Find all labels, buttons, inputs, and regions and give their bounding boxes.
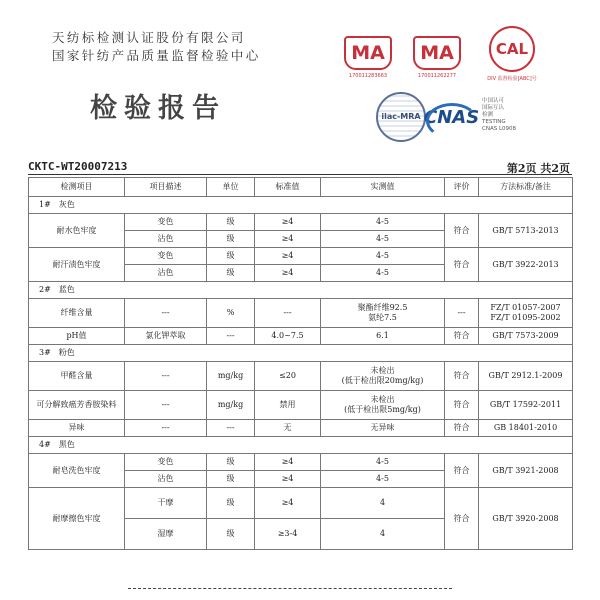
test-item: 可分解致癌芳香胺染料 [29, 391, 125, 420]
results-table [28, 177, 573, 550]
measured-value: 无异味 [321, 420, 445, 437]
item-description: 沾色 [125, 231, 207, 248]
cma-icon: MA [413, 36, 461, 70]
method-standard: GB/T 17592-2011 [479, 391, 573, 420]
method-line: FZ/T 01095-2002 [490, 313, 561, 322]
measured-value-line: (低于检出限5mg/kg) [344, 405, 421, 414]
method-standard: GB/T 5713-2013 [479, 214, 573, 248]
table-row [29, 454, 573, 471]
unit: 级 [207, 248, 255, 265]
measured-value [321, 299, 445, 328]
test-item: 甲醛含量 [29, 362, 125, 391]
evaluation: 符合 [445, 328, 479, 345]
header-cell: 项目描述 [125, 178, 207, 197]
measured-value-line: 氨纶7.5 [368, 313, 397, 322]
evaluation: 符合 [445, 488, 479, 550]
item-description: 湿摩 [125, 519, 207, 550]
section-row [29, 437, 573, 454]
item-description: 变色 [125, 454, 207, 471]
test-item: 纤维含量 [29, 299, 125, 328]
measured-value: 4-5 [321, 214, 445, 231]
unit: 级 [207, 488, 255, 519]
item-description: 干摩 [125, 488, 207, 519]
unit: 级 [207, 471, 255, 488]
item-description: --- [125, 299, 207, 328]
measured-value: 4 [321, 519, 445, 550]
header-cell: 单位 [207, 178, 255, 197]
measured-value [321, 391, 445, 420]
unit: 级 [207, 454, 255, 471]
measured-value: 4-5 [321, 248, 445, 265]
evaluation: 符合 [445, 391, 479, 420]
standard-value: ≥4 [255, 454, 321, 471]
section-label: 3# 粉色 [29, 345, 573, 362]
table-row [29, 420, 573, 437]
method-standard: GB/T 3922-2013 [479, 248, 573, 282]
measured-value-line: 聚酯纤维92.5 [357, 303, 408, 312]
method-standard: GB/T 2912.1-2009 [479, 362, 573, 391]
standard-value: ≥4 [255, 471, 321, 488]
item-description: --- [125, 362, 207, 391]
unit: % [207, 299, 255, 328]
standard-value: ≥4 [255, 214, 321, 231]
standard-value: --- [255, 299, 321, 328]
page-indicator: 第2页 共2页 [506, 162, 570, 175]
standard-value: ≥4 [255, 265, 321, 282]
standard-value: ≥4 [255, 488, 321, 519]
cma-logo-1 [342, 36, 394, 79]
section-label: 1# 灰色 [29, 197, 573, 214]
document-title: 检验报告 [90, 93, 226, 124]
evaluation: 符合 [445, 454, 479, 488]
item-description: 沾色 [125, 265, 207, 282]
test-item: 耐摩擦色牢度 [29, 488, 125, 550]
table-row [29, 391, 573, 420]
measured-value-line: 未检出 [370, 395, 395, 404]
organization-name: 天纺标检测认证股份有限公司 [52, 30, 246, 45]
test-item: 耐汗渍色牢度 [29, 248, 125, 282]
header-cell: 标准值 [255, 178, 321, 197]
unit: 级 [207, 214, 255, 231]
standard-value: 4.0~7.5 [255, 328, 321, 345]
end-of-report-line [128, 588, 452, 589]
test-item: pH值 [29, 328, 125, 345]
cal-number: DIV 监督检验[ABC]号 [487, 76, 537, 82]
measured-value: 4-5 [321, 231, 445, 248]
item-description: 沾色 [125, 471, 207, 488]
test-item: 异味 [29, 420, 125, 437]
standard-value: ≥4 [255, 248, 321, 265]
cnas-logo-text: CNAS [424, 107, 480, 128]
unit: mg/kg [207, 391, 255, 420]
table-row [29, 362, 573, 391]
report-number: CKTC-WT20007213 [28, 160, 128, 173]
cal-logo [480, 26, 544, 82]
ilac-mra-logo: ilac-MRA [376, 92, 426, 142]
section-row [29, 197, 573, 214]
measured-value-line: 未检出 [370, 366, 395, 375]
measured-value: 4-5 [321, 265, 445, 282]
item-description: 氯化钾萃取 [125, 328, 207, 345]
method-standard: GB 18401-2010 [479, 420, 573, 437]
measured-value-line: (低于检出限20mg/kg) [341, 376, 424, 385]
table-row [29, 488, 573, 519]
item-description: 变色 [125, 214, 207, 231]
standard-value: ≥4 [255, 231, 321, 248]
section-row [29, 345, 573, 362]
cnas-logo [424, 100, 480, 136]
evaluation: 符合 [445, 214, 479, 248]
header-cell: 实测值 [321, 178, 445, 197]
table-row [29, 214, 573, 231]
cnas-swoosh-icon [426, 103, 478, 139]
method-standard: GB/T 3921-2008 [479, 454, 573, 488]
cma-number: 170011283663 [348, 73, 388, 79]
test-item: 耐水色牢度 [29, 214, 125, 248]
cma-icon: MA [344, 36, 392, 70]
item-description: --- [125, 420, 207, 437]
evaluation: --- [445, 299, 479, 328]
unit: mg/kg [207, 362, 255, 391]
table-row [29, 299, 573, 328]
unit: 级 [207, 519, 255, 550]
test-item: 耐皂洗色牢度 [29, 454, 125, 488]
measured-value: 6.1 [321, 328, 445, 345]
table-header-row [29, 178, 573, 197]
method-standard: GB/T 3920-2008 [479, 488, 573, 550]
measured-value [321, 362, 445, 391]
organization-subname: 国家针纺产品质量监督检验中心 [52, 48, 261, 63]
unit: --- [207, 328, 255, 345]
cnas-caption: 中国认可 国际互认 检测 TESTING CNAS L0908 [482, 98, 517, 132]
table-row [29, 328, 573, 345]
measured-value: 4 [321, 488, 445, 519]
cma-number: 170011262277 [417, 73, 457, 79]
cma-logo-2 [411, 36, 463, 79]
standard-value: ≤20 [255, 362, 321, 391]
method-standard: GB/T 7573-2009 [479, 328, 573, 345]
measured-value: 4-5 [321, 454, 445, 471]
header-divider [28, 174, 572, 175]
unit: 级 [207, 231, 255, 248]
method-standard [479, 299, 573, 328]
table-row [29, 248, 573, 265]
item-description: 变色 [125, 248, 207, 265]
header-cell: 评价 [445, 178, 479, 197]
standard-value: ≥3-4 [255, 519, 321, 550]
evaluation: 符合 [445, 420, 479, 437]
section-label: 4# 黑色 [29, 437, 573, 454]
section-label: 2# 蓝色 [29, 282, 573, 299]
unit: 级 [207, 265, 255, 282]
evaluation: 符合 [445, 362, 479, 391]
standard-value: 无 [255, 420, 321, 437]
cal-icon: CAL [489, 26, 535, 72]
header-cell: 检测项目 [29, 178, 125, 197]
item-description: --- [125, 391, 207, 420]
evaluation: 符合 [445, 248, 479, 282]
measured-value: 4-5 [321, 471, 445, 488]
section-row [29, 282, 573, 299]
header-cell: 方法标准/备注 [479, 178, 573, 197]
unit: --- [207, 420, 255, 437]
method-line: FZ/T 01057-2007 [490, 303, 561, 312]
standard-value: 禁用 [255, 391, 321, 420]
